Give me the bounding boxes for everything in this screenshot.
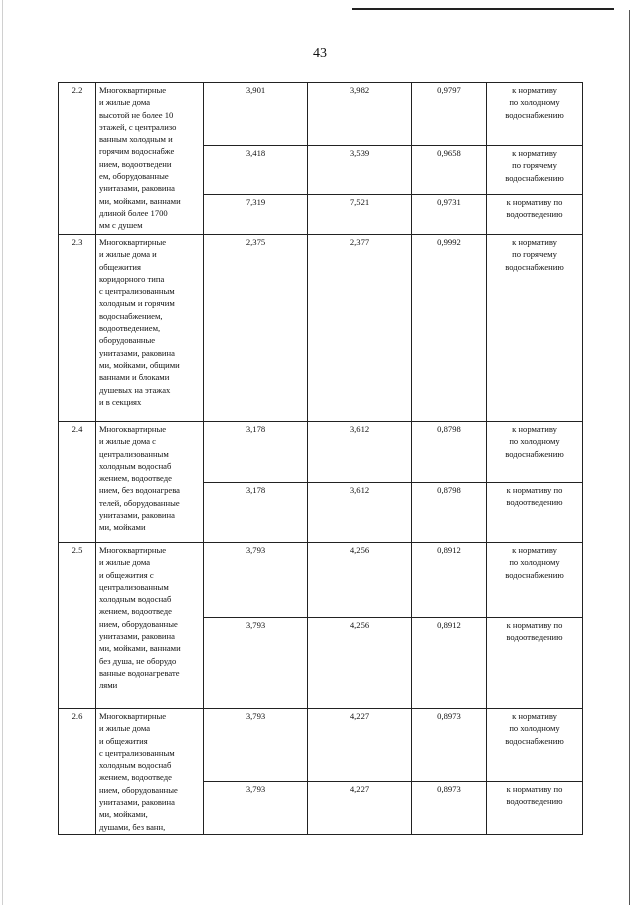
scan-top-line — [352, 8, 614, 10]
building-description-cell: Многоквартирные и жилые дома и общежития коридорного типа с централизованным холодным и горячим водоснабжением, водоотведением, оборудованные унитазами, раковина ми, мойками, общими ваннами и блоками душевых на этажах и в секциях — [96, 235, 204, 422]
table-row — [59, 422, 583, 483]
value-2-cell: 7,521 — [308, 195, 412, 235]
value-2-cell: 3,612 — [308, 422, 412, 483]
value-1-cell: 2,375 — [204, 235, 308, 422]
ratio-cell: 0,9992 — [412, 235, 487, 422]
value-2-cell: 4,256 — [308, 543, 412, 618]
norm-coefficients-table — [58, 82, 583, 835]
value-2-cell: 4,256 — [308, 618, 412, 709]
table-row — [59, 83, 583, 146]
value-1-cell: 3,793 — [204, 781, 308, 834]
item-number-cell: 2.5 — [59, 543, 96, 709]
value-2-cell: 3,612 — [308, 483, 412, 543]
item-number-cell: 2.2 — [59, 83, 96, 235]
norm-reference-cell: к нормативу по холодному водоснабжению — [487, 422, 583, 483]
ratio-cell: 0,8912 — [412, 543, 487, 618]
value-2-cell: 3,539 — [308, 146, 412, 195]
ratio-cell: 0,8973 — [412, 709, 487, 782]
ratio-cell: 0,8798 — [412, 483, 487, 543]
value-1-cell: 3,793 — [204, 543, 308, 618]
value-2-cell: 4,227 — [308, 781, 412, 834]
value-1-cell: 3,793 — [204, 618, 308, 709]
norm-reference-cell: к нормативу по водоотведению — [487, 195, 583, 235]
ratio-cell: 0,9797 — [412, 83, 487, 146]
table-row — [59, 709, 583, 782]
value-2-cell: 3,982 — [308, 83, 412, 146]
ratio-cell: 0,8798 — [412, 422, 487, 483]
ratio-cell: 0,9658 — [412, 146, 487, 195]
value-1-cell: 3,793 — [204, 709, 308, 782]
ratio-cell: 0,9731 — [412, 195, 487, 235]
table-row — [59, 543, 583, 618]
value-1-cell: 3,418 — [204, 146, 308, 195]
table-row — [59, 235, 583, 422]
item-number-cell: 2.4 — [59, 422, 96, 543]
building-description-cell: Многоквартирные и жилые дома с централизованным холодным водоснаб жением, водоотведе нием, без водонагрева телей, оборудованные унитазами, раковина ми, мойками — [96, 422, 204, 543]
value-1-cell: 3,901 — [204, 83, 308, 146]
norm-reference-cell: к нормативу по горячему водоснабжению — [487, 146, 583, 195]
norm-reference-cell: к нормативу по водоотведению — [487, 483, 583, 543]
norm-reference-cell: к нормативу по холодному водоснабжению — [487, 709, 583, 782]
building-description-cell: Многоквартирные и жилые дома и общежития с централизованным холодным водоснаб жением, водоотведе нием, оборудованные унитазами, раковина ми, мойками, ваннами без душа, не оборудо ванные водонагревате лями — [96, 543, 204, 709]
value-1-cell: 3,178 — [204, 422, 308, 483]
norm-reference-cell: к нормативу по водоотведению — [487, 618, 583, 709]
norm-reference-cell: к нормативу по холодному водоснабжению — [487, 83, 583, 146]
value-1-cell: 3,178 — [204, 483, 308, 543]
page-number: 43 — [313, 46, 327, 61]
value-2-cell: 4,227 — [308, 709, 412, 782]
norm-reference-cell: к нормативу по водоотведению — [487, 781, 583, 834]
scan-right-edge — [629, 10, 630, 905]
value-2-cell: 2,377 — [308, 235, 412, 422]
ratio-cell: 0,8973 — [412, 781, 487, 834]
building-description-cell: Многоквартирные и жилые дома и общежития с централизованным холодным водоснаб жением, водоотведе нием, оборудованные унитазами, раковина ми, мойками, душами, без ванн, — [96, 709, 204, 835]
item-number-cell: 2.3 — [59, 235, 96, 422]
ratio-cell: 0,8912 — [412, 618, 487, 709]
building-description-cell: Многоквартирные и жилые дома высотой не более 10 этажей, с централизо ванным холодным и горячим водоснабже нием, водоотведени ем, оборудованные унитазами, раковина ми, мойками, ваннами длиной более 1700 мм с душем — [96, 83, 204, 235]
scan-left-edge — [2, 0, 3, 905]
item-number-cell: 2.6 — [59, 709, 96, 835]
norm-reference-cell: к нормативу по холодному водоснабжению — [487, 543, 583, 618]
table-body — [59, 83, 583, 835]
norm-reference-cell: к нормативу по горячему водоснабжению — [487, 235, 583, 422]
value-1-cell: 7,319 — [204, 195, 308, 235]
